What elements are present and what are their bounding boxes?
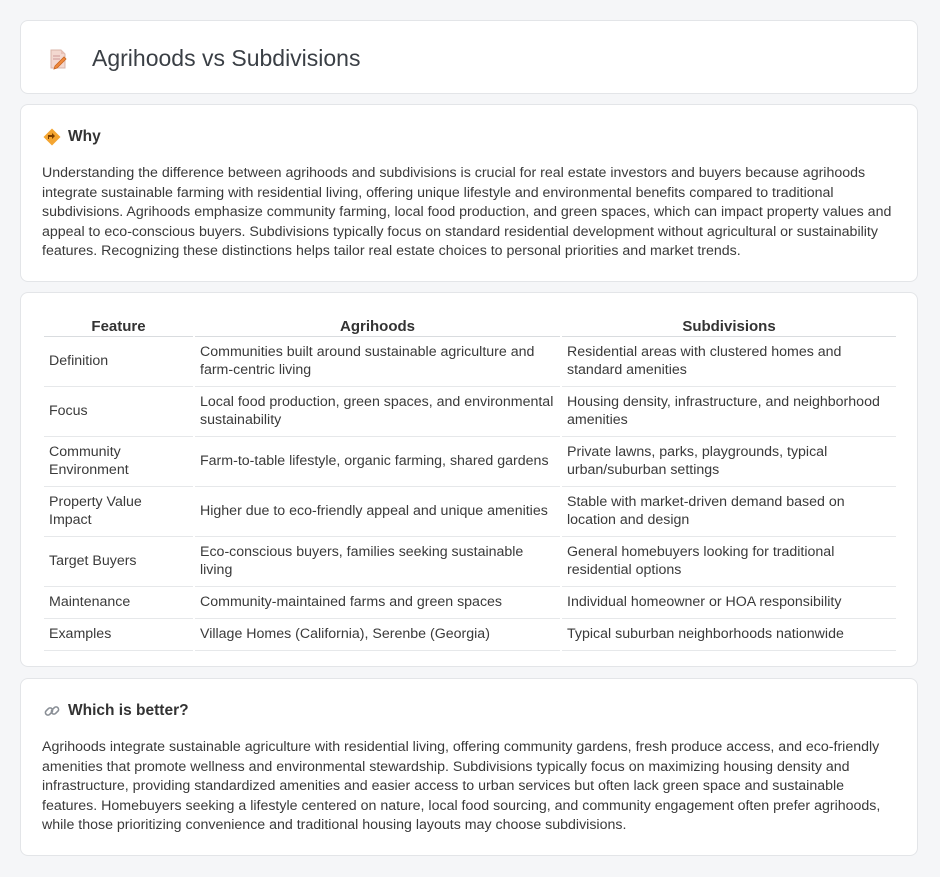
table-cell: Eco-conscious buyers, families seeking sustainable living — [195, 537, 560, 587]
table-cell: Local food production, green spaces, and environmental sustainability — [195, 387, 560, 437]
table-cell: Housing density, infrastructure, and neighborhood amenities — [562, 387, 896, 437]
table-row — [44, 537, 896, 587]
table-cell: Individual homeowner or HOA responsibility — [562, 587, 896, 619]
column-header: Feature — [44, 316, 193, 337]
table-cell: Private lawns, parks, playgrounds, typical urban/suburban settings — [562, 437, 896, 487]
why-text: Understanding the difference between agrihoods and subdivisions is crucial for real estate investors and buyers because agrihoods integrate sustainable farming with residential living, offering unique lifestyle and environmental benefits compared to traditional subdivisions. Agrihoods emphasize community farming, local food production, and green spaces, which can impact property values and appeal to eco-conscious buyers. Subdivisions typically focus on standard residential development without agricultural or sustainability features. Recognizing these distinctions helps tailor real estate choices to personal priorities and market trends. — [42, 165, 892, 260]
table-cell: Maintenance — [44, 587, 193, 619]
which-is-better-section — [20, 678, 918, 856]
table-cell: Communities built around sustainable agriculture and farm-centric living — [195, 337, 560, 387]
table-row — [44, 437, 896, 487]
table-cell: Farm-to-table lifestyle, organic farming, shared gardens — [195, 437, 560, 487]
table-cell: Higher due to eco-friendly appeal and unique amenities — [195, 487, 560, 537]
table-cell: General homebuyers looking for traditional residential options — [562, 537, 896, 587]
why-heading: Why — [68, 128, 101, 145]
table-cell: Typical suburban neighborhoods nationwide — [562, 619, 896, 651]
table-cell: Community Environment — [44, 437, 193, 487]
table-row — [44, 337, 896, 387]
table-cell: Residential areas with clustered homes and standard amenities — [562, 337, 896, 387]
table-cell: Target Buyers — [44, 537, 193, 587]
table-header-row — [44, 316, 896, 337]
table-row — [44, 487, 896, 537]
table-cell: Property Value Impact — [44, 487, 193, 537]
column-header: Agrihoods — [195, 316, 560, 337]
better-text: Agrihoods integrate sustainable agriculture with residential living, offering community gardens, fresh produce access, and eco-friendly amenities that promote wellness and environmental stewardship. Subdivisions typically focus on maximizing housing density and infrastructure, providing standardized amenities and easier access to urban services but often lack green space and sustainable features. Homebuyers seeking a lifestyle centered on nature, local food sourcing, and community engagement often prefer agrihoods, while those prioritizing convenience and traditional housing layouts may choose subdivisions. — [42, 739, 881, 834]
page-title: Agrihoods vs Subdivisions — [92, 45, 361, 71]
column-header: Subdivisions — [562, 316, 896, 337]
why-section — [20, 104, 918, 282]
better-heading: Which is better? — [68, 702, 189, 719]
table-row — [44, 619, 896, 651]
link-icon — [43, 702, 61, 720]
better-heading-row — [43, 701, 189, 721]
why-heading-row — [43, 127, 101, 147]
comparison-table — [42, 316, 898, 651]
header-card — [20, 20, 918, 94]
table-cell: Examples — [44, 619, 193, 651]
comparison-section — [20, 292, 918, 667]
table-cell: Focus — [44, 387, 193, 437]
diamond-direction-icon — [43, 128, 61, 146]
edit-document-icon — [47, 48, 69, 70]
table-cell: Community-maintained farms and green spaces — [195, 587, 560, 619]
table-cell: Village Homes (California), Serenbe (Georgia) — [195, 619, 560, 651]
table-cell: Definition — [44, 337, 193, 387]
table-row — [44, 387, 896, 437]
table-row — [44, 587, 896, 619]
table-cell: Stable with market-driven demand based on location and design — [562, 487, 896, 537]
